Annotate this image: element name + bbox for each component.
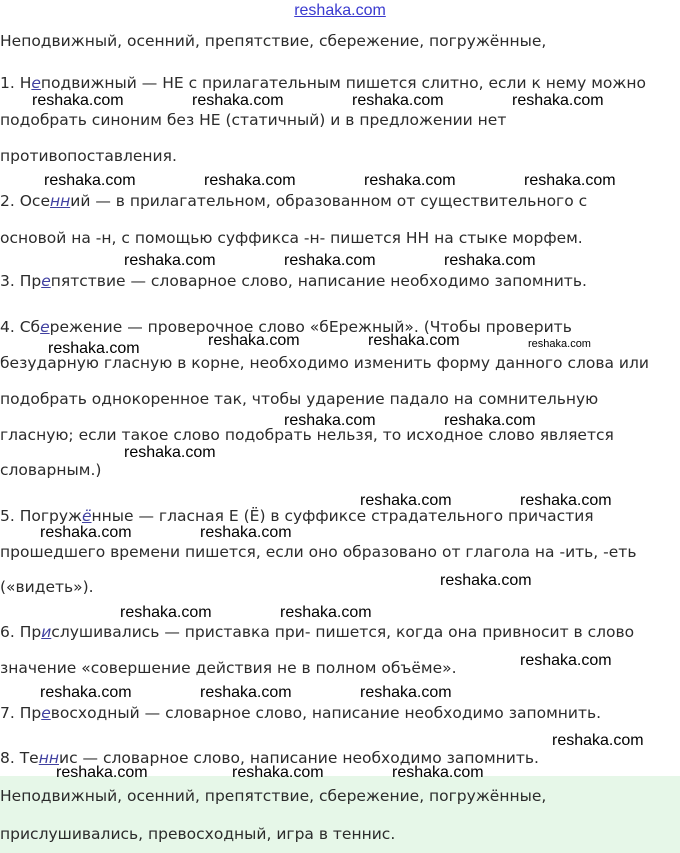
- watermark: reshaka.com: [44, 172, 136, 189]
- item-6-line-2: значение «совершение действия не в полном объёме».: [0, 659, 457, 677]
- watermark: reshaka.com: [284, 412, 376, 429]
- item-5-line-2: прошедшего времени пишется, если оно образовано от глагола на -ить, -еть: [0, 543, 637, 561]
- watermark: reshaka.com: [32, 92, 124, 109]
- watermark: reshaka.com: [204, 172, 296, 189]
- watermark: reshaka.com: [392, 764, 484, 781]
- intro-text: Неподвижный, осенний, препятствие, сбережение, погружённые,: [0, 32, 547, 50]
- watermark: reshaka.com: [352, 92, 444, 109]
- watermark: reshaka.com: [40, 524, 132, 541]
- accent-letter: ё: [81, 507, 92, 525]
- watermark: reshaka.com: [280, 604, 372, 621]
- watermark: reshaka.com: [360, 684, 452, 701]
- watermark: reshaka.com: [124, 444, 216, 461]
- watermark: reshaka.com: [208, 332, 300, 349]
- watermark: reshaka.com: [120, 604, 212, 621]
- item-4-line-4: гласную; если такое слово подобрать нельзя, то исходное слово является: [0, 426, 614, 444]
- watermark: reshaka.com: [360, 492, 452, 509]
- watermark: reshaka.com: [552, 732, 644, 749]
- answer-box: [0, 776, 680, 853]
- watermark: reshaka.com: [200, 684, 292, 701]
- item-5-line-1: 5. Погружённые — гласная Е (Ё) в суффиксе страдательного причастия: [0, 507, 594, 525]
- accent-letter: нн: [49, 192, 71, 210]
- item-1-line-2: подобрать синоним без НЕ (статичный) и в предложении нет: [0, 111, 507, 129]
- item-6-line-1: 6. Прислушивались — приставка при- пишется, когда она привносит в слово: [0, 623, 635, 641]
- watermark: reshaka.com: [512, 92, 604, 109]
- answer-line-1: Неподвижный, осенний, препятствие, сбережение, погружённые,: [0, 787, 547, 805]
- watermark: reshaka.com: [56, 764, 148, 781]
- accent-letter: е: [41, 704, 51, 722]
- watermark: reshaka.com: [40, 684, 132, 701]
- item-7-line-1: 7. Превосходный — словарное слово, написание необходимо запомнить.: [0, 704, 602, 722]
- item-2-line-1: 2. Осенний — в прилагательном, образованном от существительного с: [0, 192, 588, 210]
- watermark: reshaka.com: [440, 572, 532, 589]
- watermark: reshaka.com: [528, 338, 591, 350]
- watermark: reshaka.com: [524, 172, 616, 189]
- item-8-line-1: 8. Теннис — словарное слово, написание необходимо запомнить.: [0, 749, 539, 767]
- watermark: reshaka.com: [444, 252, 536, 269]
- item-5-line-3: («видеть»).: [0, 578, 94, 596]
- item-4-line-1: 4. Сбережение — проверочное слово «бЕрежный». (Чтобы проверить: [0, 318, 572, 336]
- answer-line-2: прислушивались, превосходный, игра в теннис.: [0, 825, 396, 843]
- item-3-line-1: 3. Препятствие — словарное слово, написание необходимо запомнить.: [0, 272, 587, 290]
- accent-letter: нн: [38, 749, 60, 767]
- item-2-line-2: основой на -н, с помощью суффикса -н- пишется НН на стыке морфем.: [0, 229, 583, 247]
- watermark: reshaka.com: [284, 252, 376, 269]
- accent-letter: и: [41, 623, 52, 641]
- item-1-line-3: противопоставления.: [0, 147, 177, 165]
- watermark: reshaka.com: [520, 652, 612, 669]
- watermark: reshaka.com: [192, 92, 284, 109]
- watermark: reshaka.com: [444, 412, 536, 429]
- item-1-line-1: 1. Неподвижный — НЕ с прилагательным пишется слитно, если к нему можно: [0, 74, 646, 92]
- watermark: reshaka.com: [364, 172, 456, 189]
- accent-letter: е: [40, 318, 50, 336]
- watermark: reshaka.com: [368, 332, 460, 349]
- accent-letter: е: [41, 272, 51, 290]
- watermark: reshaka.com: [520, 492, 612, 509]
- item-4-line-2: безударную гласную в корне, необходимо изменить форму данного слова или: [0, 354, 649, 372]
- watermark: reshaka.com: [232, 764, 324, 781]
- site-header-link[interactable]: reshaka.com: [294, 2, 386, 19]
- watermark: reshaka.com: [200, 524, 292, 541]
- watermark: reshaka.com: [124, 252, 216, 269]
- accent-letter: е: [31, 74, 41, 92]
- item-4-line-3: подобрать однокоренное так, чтобы ударение падало на сомнительную: [0, 390, 599, 408]
- item-4-line-5: словарным.): [0, 461, 102, 479]
- watermark: reshaka.com: [48, 340, 140, 357]
